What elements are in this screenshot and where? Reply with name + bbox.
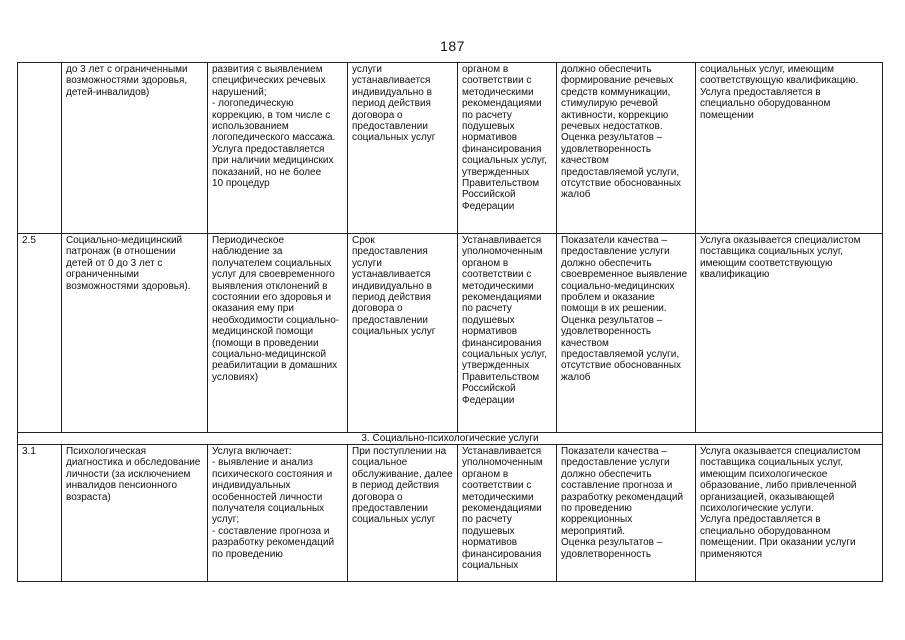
- service-norms: Устанавливается уполномоченным органом в соответствии с методическими рекомендациями по расчету подушевых нормативов финансирования социальных: [458, 445, 557, 582]
- service-content: Периодическое наблюдение за получателем социальных услуг для своевременного выявления отклонений в состоянии его здоровья и оказания ему при необходимости социально-медицинской помощи (помощи в проведении социально-медицинской реабилитации в домашних условиях): [208, 234, 348, 433]
- service-norms: органом в соответствии с методическими рекомендациями по расчету подушевых нормативов финансирования социальных услуг, утвержденных Правительством Российской Федерации: [458, 63, 557, 234]
- service-conditions: социальных услуг, имеющим соответствующую квалификацию. Услуга предоставляется в специально оборудованном помещении: [696, 63, 883, 234]
- service-norms: Устанавливается уполномоченным органом в соответствии с методическими рекомендациями по расчету подушевых нормативов финансирования социальных услуг, утвержденных Правительством Российской Федерации: [458, 234, 557, 433]
- service-content: Услуга включает: - выявление и анализ психического состояния и индивидуальных особенностей личности получателя социальных услуг; - составление прогноза и разработку рекомендаций по проведению: [208, 445, 348, 582]
- section-header-row: [18, 433, 883, 445]
- service-conditions: Услуга оказывается специалистом поставщика социальных услуг, имеющим соответствующую квалификацию: [696, 234, 883, 433]
- service-term: При поступлении на социальное обслуживание, далее в период действия договора о предоставлении социальных услуг: [348, 445, 458, 582]
- service-term: услуги устанавливается индивидуально в период действия договора о предоставлении социальных услуг: [348, 63, 458, 234]
- row-number: [18, 63, 62, 234]
- service-name: до 3 лет с ограниченными возможностями здоровья, детей-инвалидов): [62, 63, 208, 234]
- service-quality: должно обеспечить формирование речевых средств коммуникации, стимулирую речевой активности, коррекцию речевых недостатков. Оценка результатов – удовлетворенность качеством предоставляемой услуги, отсутствие обоснованных жалоб: [557, 63, 696, 234]
- service-name: Психологическая диагностика и обследование личности (за исключением инвалидов пенсионного возраста): [62, 445, 208, 582]
- service-conditions: Услуга оказывается специалистом поставщика социальных услуг, имеющим психологическое образование, либо привлеченной организацией, оказывающей психологические услуги. Услуга предоставляется в специально оборудованном помещении. При оказании услуги применяются: [696, 445, 883, 582]
- table-row: [18, 63, 883, 234]
- service-content: развития с выявлением специфических речевых нарушений; - логопедическую коррекцию, в том числе с использованием логопедического массажа. Услуга предоставляется при наличии медицинских показаний, но не более 10 процедур: [208, 63, 348, 234]
- table-row: [18, 234, 883, 433]
- service-term: Срок предоставления услуги устанавливается индивидуально в период действия договора о предоставлении социальных услуг: [348, 234, 458, 433]
- row-number: 2.5: [18, 234, 62, 433]
- services-table: [17, 62, 883, 582]
- table-row: [18, 445, 883, 582]
- service-quality: Показатели качества – предоставление услуги должно обеспечить своевременное выявление социально-медицинских проблем и оказание помощи в их решении. Оценка результатов – удовлетворенность качеством предоставляемой услуги, отсутствие обоснованных жалоб: [557, 234, 696, 433]
- service-quality: Показатели качества – предоставление услуги должно обеспечить составление прогноза и разработку рекомендаций по проведению коррекционных мероприятий. Оценка результатов – удовлетворенность: [557, 445, 696, 582]
- section-title: 3. Социально-психологические услуги: [18, 433, 883, 445]
- page-number: 187: [440, 38, 465, 54]
- row-number: 3.1: [18, 445, 62, 582]
- service-name: Социально-медицинский патронаж (в отношении детей от 0 до 3 лет с ограниченными возможностями здоровья).: [62, 234, 208, 433]
